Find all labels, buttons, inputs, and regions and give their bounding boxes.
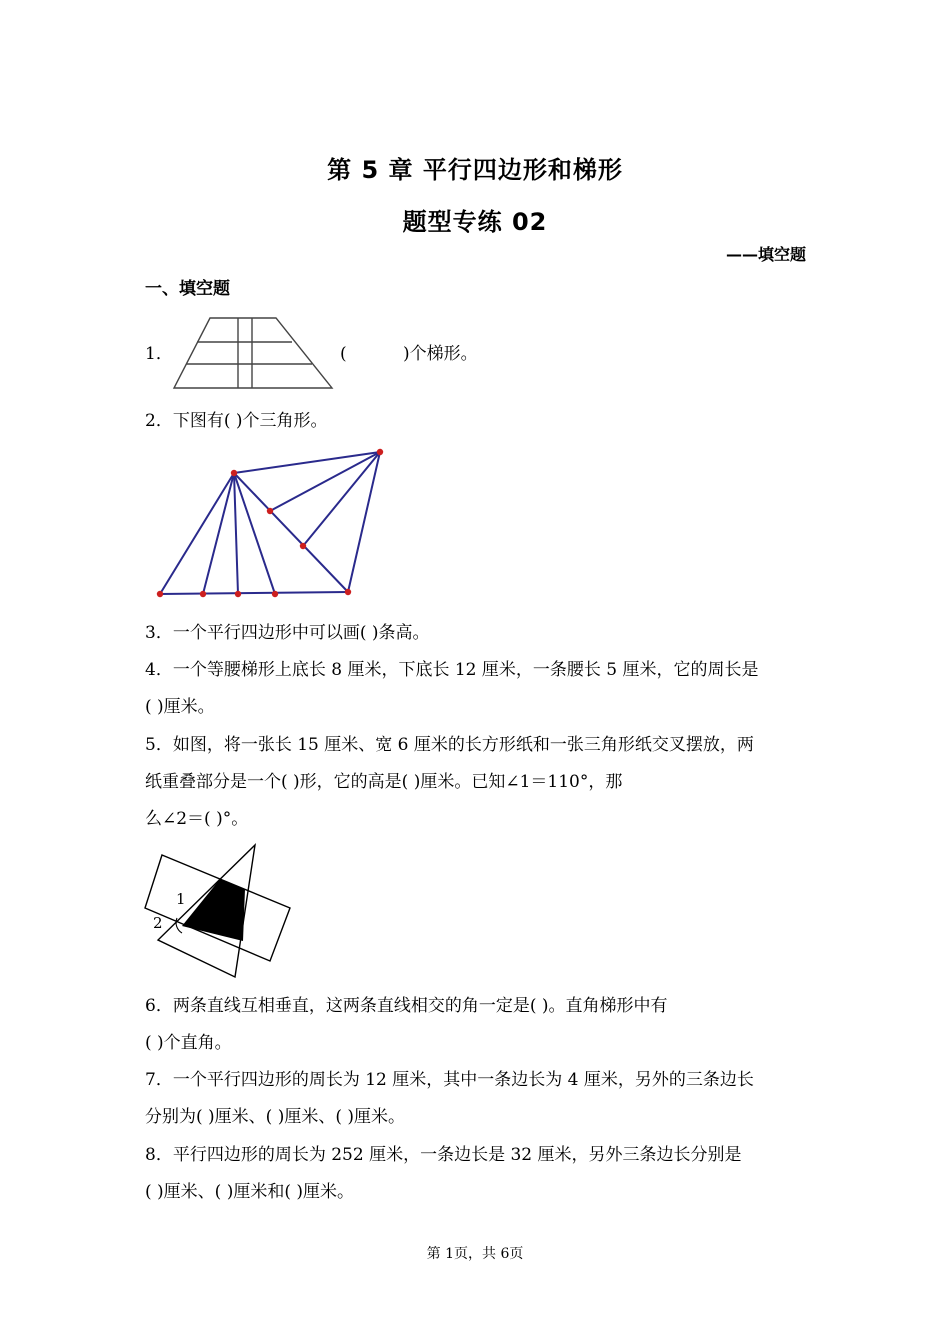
q3-text: 3．一个平行四边形中可以画( )条高。 — [145, 623, 430, 643]
q1-trapezoid-figure — [172, 316, 334, 390]
q5-line3: 么∠2＝( )°。 — [145, 809, 249, 829]
q2-vertex-points — [157, 449, 383, 597]
page-subtitle: 题型专练 02 — [402, 208, 548, 236]
q6-line2: ( )个直角。 — [145, 1033, 232, 1053]
q5-line1: 5．如图，将一张长 15 厘米、宽 6 厘米的长方形纸和一张三角形纸交叉摆放，两 — [145, 735, 754, 755]
section-heading: 一、填空题 — [145, 279, 230, 299]
q2-triangles-figure — [150, 444, 395, 604]
q7-line2: 分别为( )厘米、( )厘米、( )厘米。 — [145, 1107, 406, 1127]
page-number-footer: 第 1页，共 6页 — [426, 1246, 524, 1262]
q5-line2: 纸重叠部分是一个( )形，它的高是( )厘米。已知∠1＝110°，那 — [145, 772, 623, 792]
q5-overlap-region — [182, 879, 245, 941]
q7-line1: 7．一个平行四边形的周长为 12 厘米，其中一条边长为 4 厘米，另外的三条边长 — [145, 1070, 754, 1090]
q5-angle-label-1: 1 — [176, 890, 186, 908]
q8-line1: 8．平行四边形的周长为 252 厘米，一条边长是 32 厘米，另外三条边长分别是 — [145, 1145, 742, 1165]
q1-text: )个梯形。 — [403, 344, 478, 364]
q5-overlap-figure — [140, 840, 300, 980]
q1-blank-open: ( — [340, 344, 347, 364]
q4-line1: 4．一个等腰梯形上底长 8 厘米，下底长 12 厘米，一条腰长 5 厘米，它的周长是 — [145, 660, 759, 680]
q2-text: 2．下图有( )个三角形。 — [145, 411, 328, 431]
question-type-tag: ——填空题 — [725, 245, 806, 264]
q8-line2: ( )厘米、( )厘米和( )厘米。 — [145, 1182, 355, 1202]
q4-line2: ( )厘米。 — [145, 697, 215, 717]
q1-number: 1． — [145, 344, 173, 364]
q6-line1: 6．两条直线互相垂直，这两条直线相交的角一定是( )。直角梯形中有 — [145, 996, 668, 1016]
q5-angle-label-2: 2 — [153, 914, 163, 932]
chapter-title: 第 5 章 平行四边形和梯形 — [327, 156, 623, 184]
